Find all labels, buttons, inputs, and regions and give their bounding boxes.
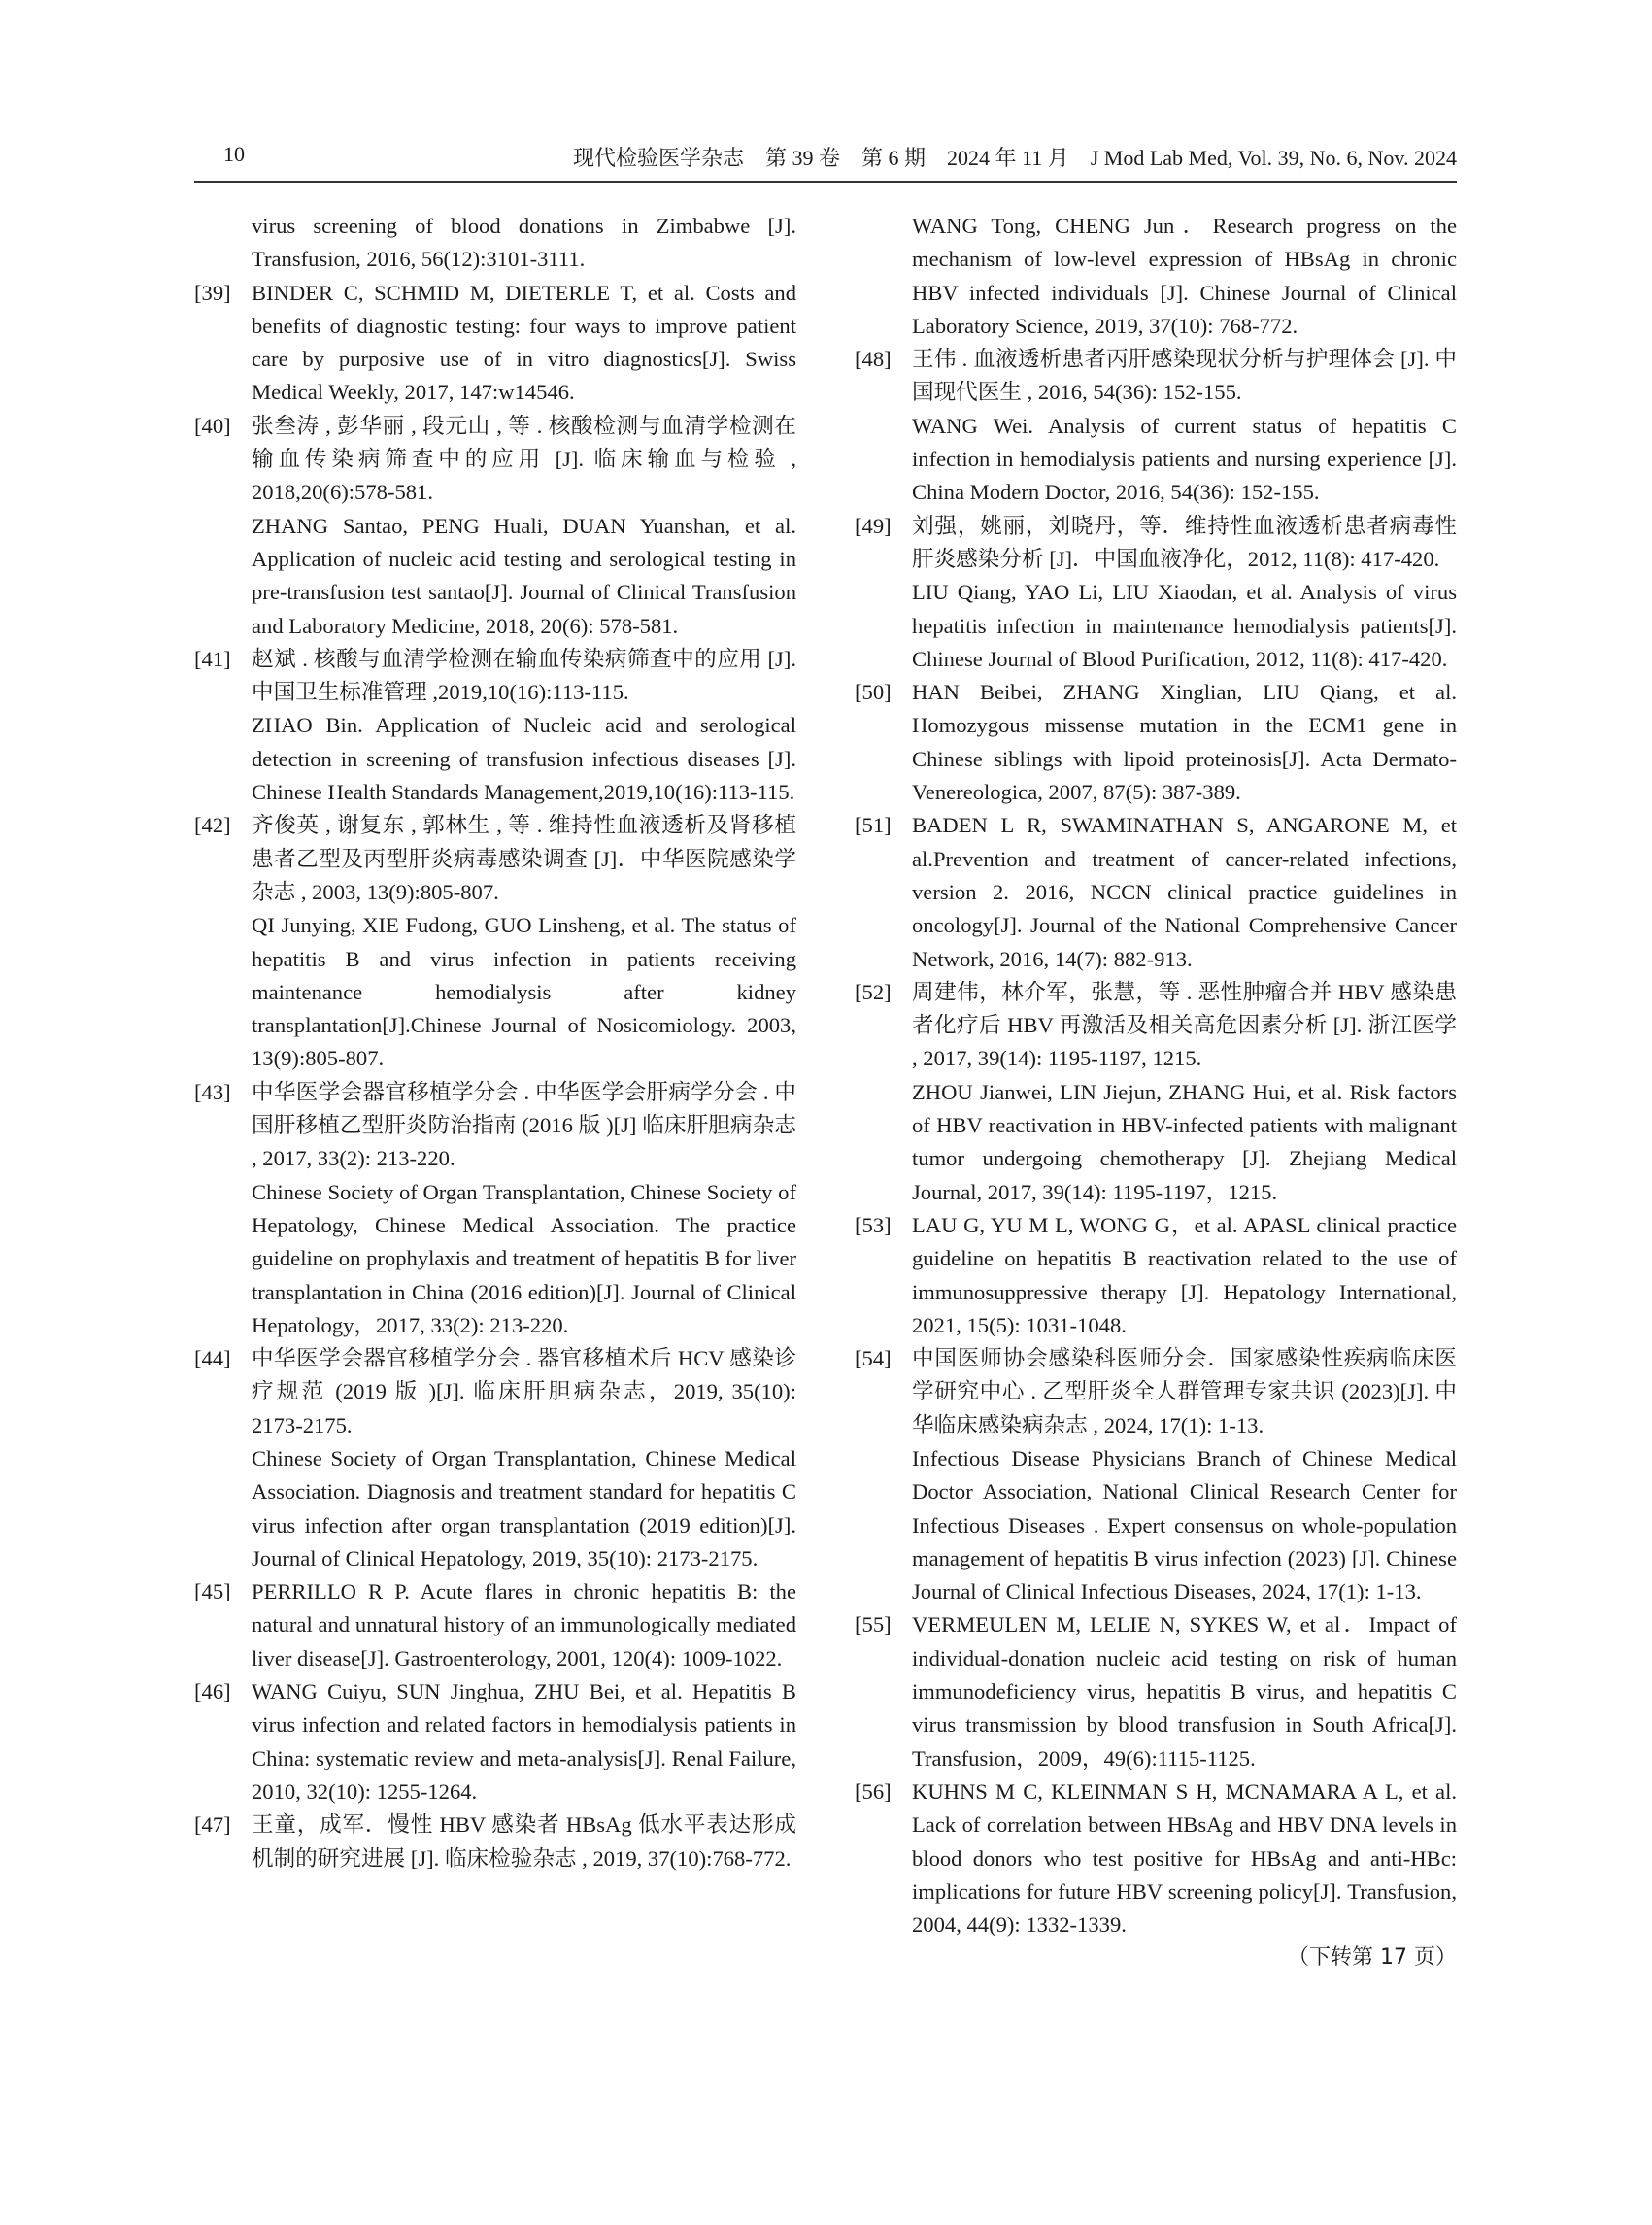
running-header [194,138,1457,179]
reference-number: [54] [855,1346,892,1371]
reference-text: 王伟 . 血液透析患者丙肝感染现状分析与护理体会 [J]. 中国现代医生 , 2016, 54(36): 152-155. [912,347,1457,405]
reference-number: [56] [855,1778,892,1804]
reference-text-en: ZHAO Bin. Application of Nucleic acid and serological detection in screening of transfusion infectious diseases [J]. Chinese Health Standards Management,2019,10(16):113-115. [252,713,796,805]
reference-item [194,410,796,643]
reference-number: [55] [855,1612,892,1637]
reference-number: [51] [855,813,892,838]
reference-text: WANG Cuiyu, SUN Jinghua, ZHU Bei, et al. Hepatitis B virus infection and related factors in hemodialysis patients in China: systematic review and meta-analysis[J]. Renal Failure, 2010, 32(10): 1255-1264. [252,1679,796,1804]
reference-item [855,1342,1457,1608]
reference-number: [45] [194,1579,231,1604]
reference-text: 刘强，姚丽，刘晓丹，等．维持性血液透析患者病毒性肝炎感染分析 [J]．中国血液净化，2012, 11(8): 417-420. [912,513,1457,571]
reference-text: KUHNS M C, KLEINMAN S H, MCNAMARA A L, et al. Lack of correlation between HBsAg and HBV DNA levels in blood donors who test positive for HBsAg and anti-HBc: implications for future HBV screening policy[J]. Transfusion, 2004, 44(9): 1332-1339. [912,1778,1457,1938]
reference-item [194,643,796,809]
reference-number: [48] [855,347,892,372]
reference-item [855,343,1457,509]
reference-item [194,809,796,1075]
reference-item [194,1342,796,1575]
reference-text-en: LIU Qiang, YAO Li, LIU Xiaodan, et al. Analysis of virus hepatitis infection in maintenance hemodialysis patients[J]. Chinese Journal of Blood Purification, 2012, 11(8): 417-420. [912,580,1457,671]
reference-text: LAU G, YU M L, WONG G，et al. APASL clinical practice guideline on hepatitis B reactivation related to the use of immunosuppressive therapy [J]. Hepatology International, 2021, 15(5): 1031-1048. [912,1212,1457,1337]
reference-item [194,277,796,410]
reference-item [194,1675,796,1808]
reference-text: BADEN L R, SWAMINATHAN S, ANGARONE M, et al.Prevention and treatment of cancer-related infections, version 2. 2016, NCCN clinical practice guidelines in oncology[J]. Journal of the National Comprehensive Cancer Network, 2016, 14(7): 882-913. [912,813,1457,971]
header-rule [194,181,1457,183]
reference-text: 中华医学会器官移植学分会 . 器官移植术后 HCV 感染诊疗规范 (2019 版 )[J]. 临床肝胆病杂志，2019, 35(10): 2173-2175. [252,1346,796,1437]
reference-text-en: ZHOU Jianwei, LIN Jiejun, ZHANG Hui, et al. Risk factors of HBV reactivation in HBV-infected patients with malignant tumor undergoing chemotherapy [J]. Zhejiang Medical Journal, 2017, 39(14): 1195-1197，1215. [912,1079,1457,1204]
reference-number: [41] [194,646,231,671]
reference-text-en: Chinese Society of Organ Transplantation, Chinese Society of Hepatology, Chinese Medical Association. The practice guideline on prophylaxis and treatment of hepatitis B for liver transplantation in China (2016 edition)[J]. Journal of Clinical Hepatology，2017, 33(2): 213-220. [252,1179,796,1337]
reference-text-en: ZHANG Santao, PENG Huali, DUAN Yuanshan, et al. Application of nucleic acid testing and serological testing in pre-transfusion test santao[J]. Journal of Clinical Transfusion and Laboratory Medicine, 2018, 20(6): 578-581. [252,513,796,638]
reference-text-en: WANG Wei. Analysis of current status of hepatitis C infection in hemodialysis patients and nursing experience [J]. China Modern Doctor, 2016, 54(36): 152-155. [912,413,1457,505]
reference-continuation: virus screening of blood donations in Zimbabwe [J]. Transfusion, 2016, 56(12):3101-3111. [252,214,796,272]
reference-text: 齐俊英 , 谢复东 , 郭林生 , 等 . 维持性血液透析及肾移植患者乙型及丙型肝炎病毒感染调查 [J]．中华医院感染学杂志 , 2003, 13(9):805-807. [252,813,796,904]
reference-item [194,1575,796,1675]
reference-text: 张叁涛 , 彭华丽 , 段元山 , 等 . 核酸检测与血清学检测在输血传染病筛查中的应用 [J]. 临床输血与检验 , 2018,20(6):578-581. [252,413,796,505]
reference-item [855,976,1457,1209]
reference-text-en: Infectious Disease Physicians Branch of Chinese Medical Doctor Association, National Clinical Research Center for Infectious Diseases . Expert consensus on whole-population management of hepatitis B virus infection (2023) [J]. Chinese Journal of Clinical Infectious Diseases, 2024, 17(1): 1-13. [912,1445,1457,1604]
reference-item [855,1608,1457,1774]
reference-number: [46] [194,1679,231,1704]
page-number: 10 [223,142,245,166]
reference-column-right [855,210,1457,1975]
reference-item [855,510,1457,676]
reference-column-left [194,210,796,1875]
reference-number: [40] [194,413,231,438]
reference-item [855,1775,1457,1941]
reference-item [855,676,1457,809]
reference-number: [44] [194,1346,231,1371]
reference-number: [39] [194,280,231,305]
reference-text: PERRILLO R P. Acute flares in chronic hepatitis B: the natural and unnatural history of an immunologically mediated liver disease[J]. Gastroenterology, 2001, 120(4): 1009-1022. [252,1579,796,1670]
reference-number: [47] [194,1812,231,1837]
reference-text: BINDER C, SCHMID M, DIETERLE T, et al. Costs and benefits of diagnostic testing: four ways to improve patient care by purposive use of in vitro diagnostics[J]. Swiss Medical Weekly, 2017, 147:w14546. [252,280,796,405]
reference-item [855,809,1457,975]
reference-text: HAN Beibei, ZHANG Xinglian, LIU Qiang, et al. Homozygous missense mutation in the ECM1 gene in Chinese siblings with lipoid proteinosis[J]. Acta Dermato-Venereologica, 2007, 87(5): 387-389. [912,680,1457,805]
reference-text: 周建伟，林介军，张慧，等 . 恶性肿瘤合并 HBV 感染患者化疗后 HBV 再激活及相关高危因素分析 [J]. 浙江医学 , 2017, 39(14): 1195-1197, 1215. [912,979,1457,1071]
reference-text: 中国医师协会感染科医师分会．国家感染性疾病临床医学研究中心 . 乙型肝炎全人群管理专家共识 (2023)[J]. 中华临床感染病杂志 , 2024, 17(1): 1-13. [912,1346,1457,1437]
reference-number: [49] [855,513,892,538]
reference-item [855,1209,1457,1342]
reference-number: [52] [855,979,892,1004]
reference-text: VERMEULEN M, LELIE N, SYKES W, et al．Impact of individual-donation nucleic acid testing on risk of human immunodeficiency virus, hepatitis B virus, and hepatitis C virus transmission by blood transfusion in South Africa[J]. Transfusion，2009，49(6):1115-1125. [912,1612,1457,1770]
reference-item [194,1808,796,1875]
reference-continuation: WANG Tong, CHENG Jun．Research progress on the mechanism of low-level expression of HBsAg in chronic HBV infected individuals [J]. Chinese Journal of Clinical Laboratory Science, 2019, 37(10): 768-772. [912,214,1457,338]
reference-text: 赵斌 . 核酸与血清学检测在输血传染病筛查中的应用 [J]. 中国卫生标准管理 ,2019,10(16):113-115. [252,646,796,705]
reference-text: 王童，成军．慢性 HBV 感染者 HBsAg 低水平表达形成机制的研究进展 [J]. 临床检验杂志 , 2019, 37(10):768-772. [252,1812,796,1871]
continued-on-page-note: （下转第 17 页） [1288,1945,1457,1971]
reference-item [194,1076,796,1342]
reference-text-en: QI Junying, XIE Fudong, GUO Linsheng, et al. The status of hepatitis B and virus infection in patients receiving maintenance hemodialysis after kidney transplantation[J].Chinese Journal of Nosicomiology. 2003, 13(9):805-807. [252,913,796,1071]
reference-text-en: Chinese Society of Organ Transplantation, Chinese Medical Association. Diagnosis and treatment standard for hepatitis C virus infection after organ transplantation (2019 edition)[J]. Journal of Clinical Hepatology, 2019, 35(10): 2173-2175. [252,1445,796,1570]
reference-number: [42] [194,813,231,838]
reference-number: [43] [194,1079,231,1104]
reference-number: [50] [855,680,892,705]
reference-number: [53] [855,1212,892,1237]
journal-running-head: 现代检验医学杂志 第 39 卷 第 6 期 2024 年 11 月 J Mod Lab Med, Vol. 39, No. 6, Nov. 2024 [573,146,1457,170]
reference-text: 中华医学会器官移植学分会 . 中华医学会肝病学分会 . 中国肝移植乙型肝炎防治指南 (2016 版 )[J] 临床肝胆病杂志 , 2017, 33(2): 213-220. [252,1079,796,1171]
